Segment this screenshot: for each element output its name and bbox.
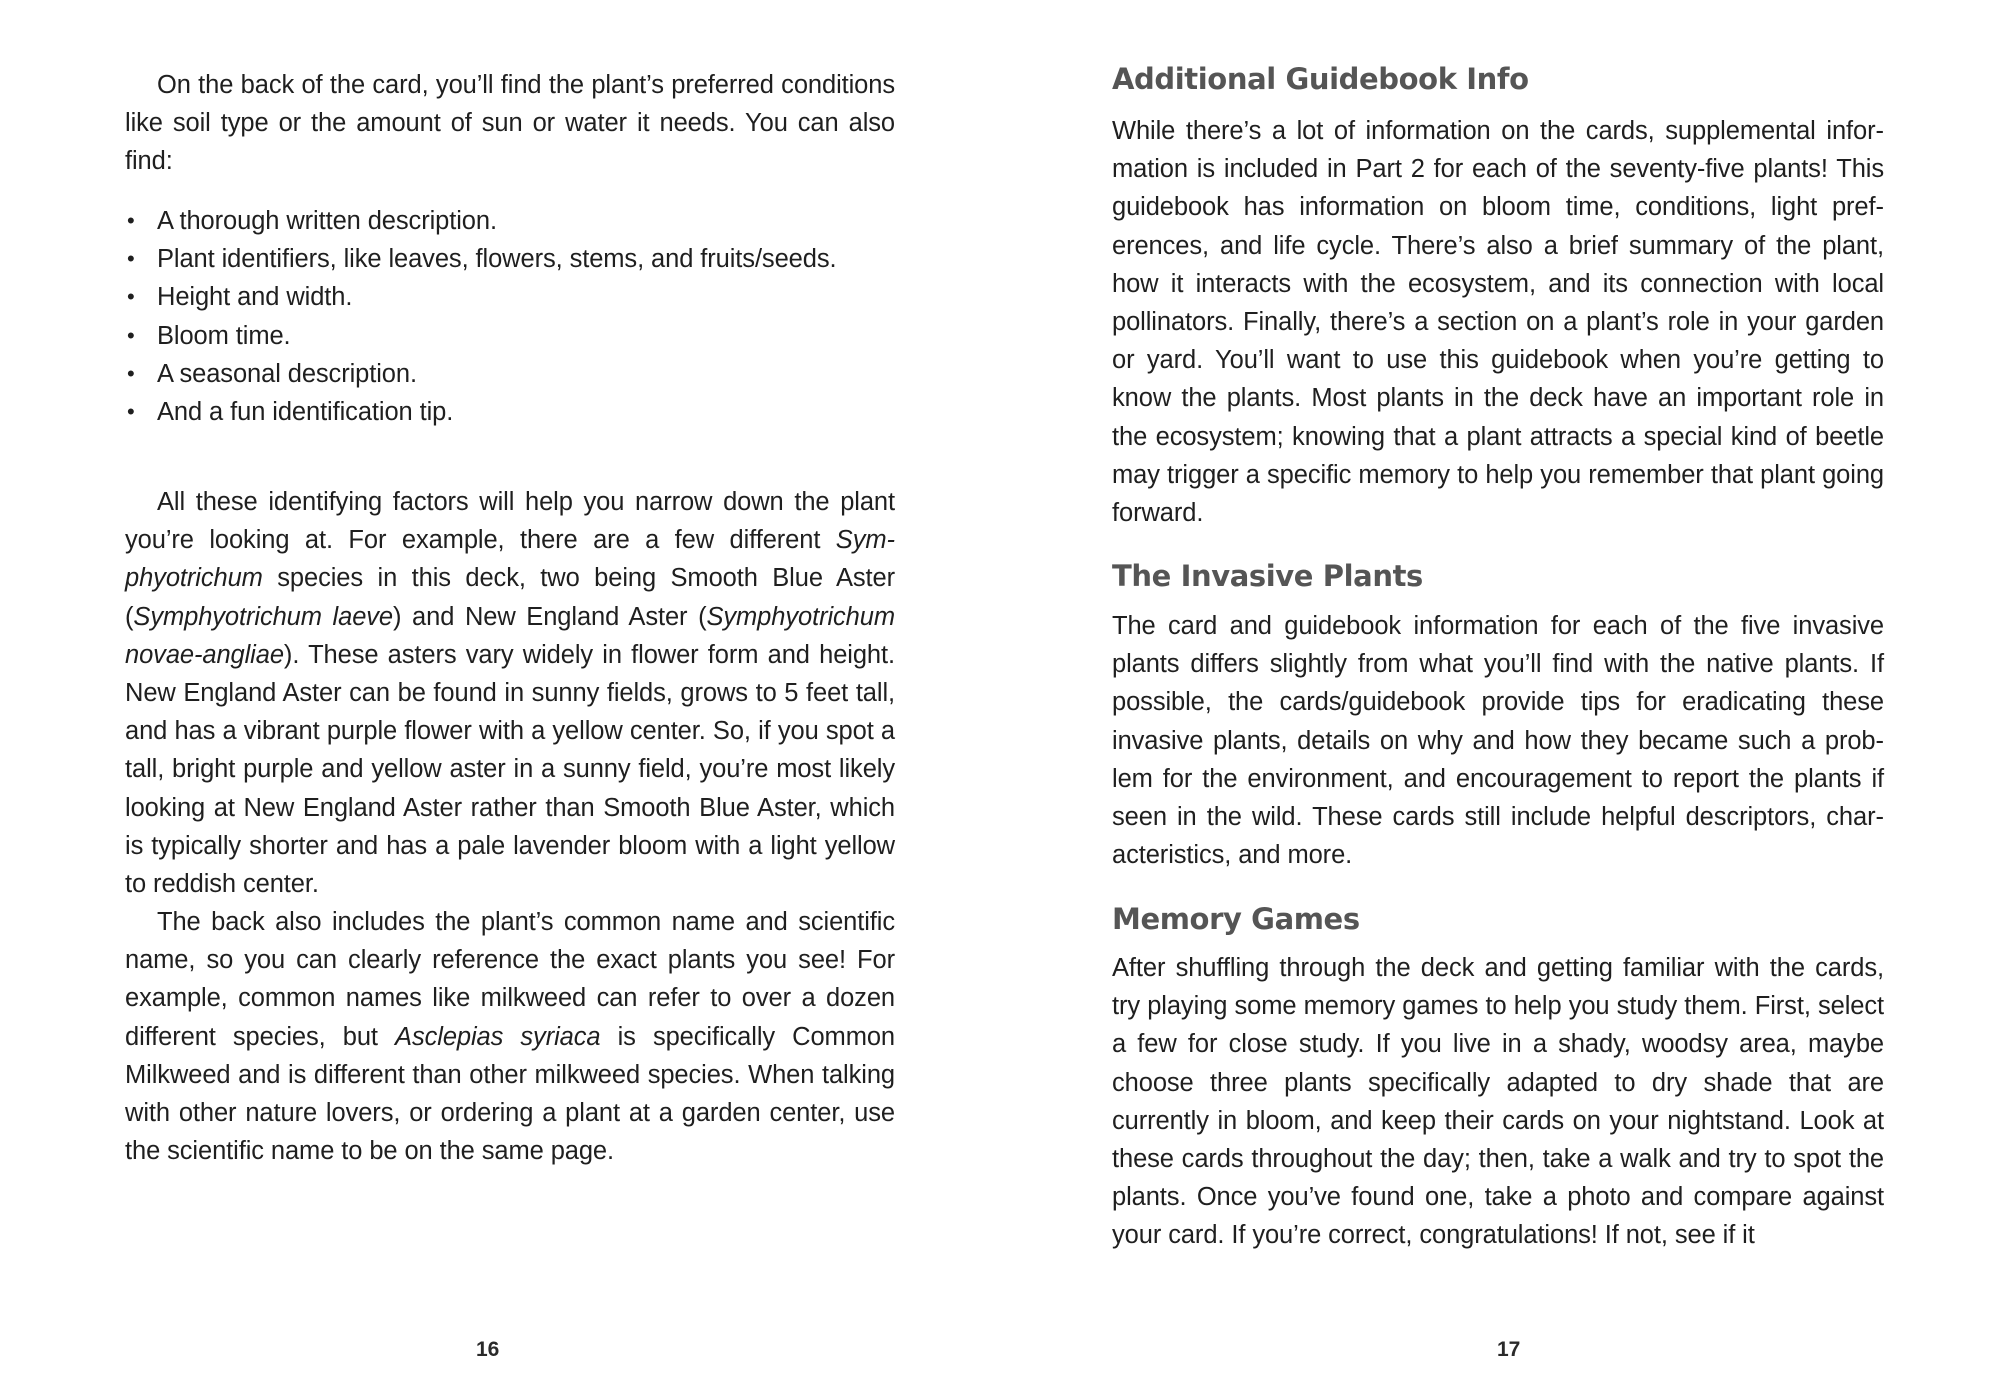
scientific-name: Asclepias syriaca: [395, 1022, 601, 1051]
bullet-icon: •: [127, 360, 135, 386]
section-heading: Additional Guidebook Info: [1112, 62, 1529, 96]
text-span: ) and New England Aster (: [393, 602, 707, 631]
list-item-text: Height and width.: [157, 283, 353, 312]
section-body: The card and guidebook information for each of the five invasive plants differs slightly from what you’ll find with the native plants. If possible, the cards/guidebook provide tips for eradicating these invasive plants, details on why and how they became such a problem for the environment, and encouragement to report the plants if seen in the wild. These cards still include helpful descriptors, characteristics, and more.: [1112, 612, 1884, 870]
text-span: All these identifying factors will help you narrow down the plant you’re looking at. For example, there are a few different: [125, 488, 895, 555]
common-name-paragraph: [125, 903, 895, 1170]
bullet-icon: •: [127, 246, 135, 272]
right-page: [1112, 0, 1884, 1400]
bullet-icon: •: [127, 399, 135, 425]
list-item: [125, 393, 895, 431]
card-contents-list: [125, 202, 895, 431]
intro-paragraph: On the back of the card, you’ll find the plant’s preferred conditions like soil type or the amount of sun or water it needs. You can also find:: [125, 71, 895, 176]
section-body: After shuffling through the deck and getting familiar with the cards, try playing some memory games to help you study them. First, select a few for close study. If you live in a shady, woodsy area, maybe choose three plants specifically adapted to dry shade that are currently in bloom, and keep their cards on your nightstand. Look at these cards throughout the day; then, take a walk and try to spot the plants. Once you’ve found one, take a photo and compare against your card. If you’re correct, congratulations! If not, see if it: [1112, 954, 1884, 1250]
page-number-left: 16: [476, 1338, 500, 1361]
list-item: [125, 240, 895, 278]
list-item: [125, 317, 895, 355]
list-item-text: Plant identifiers, like leaves, flowers, stems, and fruits/seeds.: [157, 245, 837, 274]
bullet-icon: •: [127, 208, 135, 233]
scientific-name: Symphyotrichum laeve: [133, 602, 394, 631]
text-span: The back also includes the plant’s common name and scientific name, so you can clearly reference the exact plants you see! For example, common names like milkweed can refer to over a dozen different species, but: [125, 908, 895, 1051]
list-item-text: Bloom time.: [157, 321, 291, 350]
scientific-name: Symphyotrichum: [125, 526, 895, 593]
text-span: ). These asters vary widely in flower form and height. New England Aster can be found in sunny fields, grows to 5 feet tall, and has a vibrant purple flower with a yellow center. So, if you spot a tall, bright purple and yellow aster in a sunny field, you’re most likely looking at New England Aster rather than Smooth Blue Aster, which is typically shorter and has a pale lavender bloom with a light yellow to reddish center.: [125, 640, 895, 899]
left-page: [125, 0, 895, 1400]
list-item: [125, 355, 895, 393]
list-item-text: A seasonal description.: [157, 359, 417, 388]
scientific-name: Symphyotrichum novae-angliae: [125, 602, 895, 669]
bullet-icon: •: [127, 322, 135, 348]
text-span: is specifically Common Milkweed and is different than other milkweed species. When talking with other nature lovers, or ordering a plant at a garden center, use the scientific name to be on the same page.: [125, 1022, 895, 1166]
list-item-text: A thorough written description.: [157, 207, 497, 235]
section-heading: The Invasive Plants: [1112, 559, 1423, 593]
bullet-icon: •: [127, 284, 135, 310]
section-body: While there’s a lot of information on the cards, supplemental information is included in Part 2 for each of the seventy-five plants! This guidebook has information on bloom time, conditions, light preferences, and life cycle. There’s also a brief summary of the plant, how it interacts with the ecosystem, and its connection with local pollinators. Finally, there’s a section on a plant’s role in your garden or yard. You’ll want to use this guidebook when you’re getting to know the plants. Most plants in the deck have an important role in the ecosystem; knowing that a plant attracts a special kind of beetle may trigger a specific memory to help you remember that plant going forward.: [1112, 117, 1884, 528]
list-item: [125, 202, 895, 240]
identifying-factors-paragraph: [125, 483, 895, 903]
list-item: [125, 278, 895, 316]
page-number-right: 17: [1497, 1338, 1521, 1361]
section-heading: Memory Games: [1112, 902, 1360, 936]
text-span: species in this deck, two being Smooth Blue Aster (: [125, 564, 895, 631]
list-item-text: And a fun identification tip.: [157, 398, 454, 427]
